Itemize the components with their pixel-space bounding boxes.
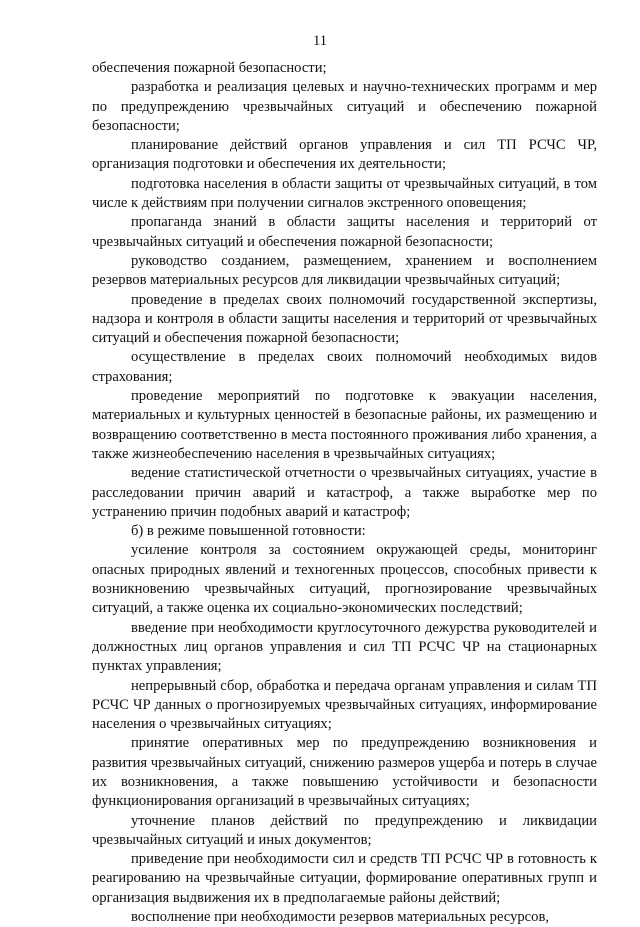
paragraph: б) в режиме повышенной готовности: <box>131 523 366 540</box>
paragraph: планирование действий органов управления и сил ТП РСЧС ЧР, организация подготовки и обеспечения их деятельности; <box>92 137 597 173</box>
paragraph: проведение мероприятий по подготовке к эвакуации населения, материальных и культурных ценностей в безопасные районы, их размещению и возвращению соответственно в места постоянного проживания либо хранения, а также жизнеобеспечению населения в чрезвычайных ситуациях; <box>92 388 597 462</box>
paragraph: принятие оперативных мер по предупреждению возникновения и развития чрезвычайных ситуаций, снижению размеров ущерба и потерь в случае их возникновения, а также повышению устойчивости и безопасности функционирования организаций в чрезвычайных ситуациях; <box>92 735 597 810</box>
paragraph: проведение в пределах своих полномочий государственной экспертизы, надзора и контроля в области защиты населения и территорий от чрезвычайных ситуаций и обеспечения пожарной безопасности; <box>92 291 597 347</box>
paragraph: непрерывный сбор, обработка и передача органам управления и силам ТП РСЧС ЧР данных о прогнозируемых чрезвычайных ситуациях, информирование населения о чрезвычайных ситуациях; <box>92 677 597 733</box>
paragraph: приведение при необходимости сил и средств ТП РСЧС ЧР в готовность к реагированию на чрезвычайные ситуации, формирование оперативных групп и организация выдвижения их в предполагаемые районы действий; <box>92 851 597 906</box>
paragraph: руководство созданием, размещением, хранением и восполнением резервов материальных ресурсов для ликвидации чрезвычайных ситуаций; <box>92 252 597 289</box>
paragraph: усиление контроля за состоянием окружающей среды, мониторинг опасных природных явлений и техногенных процессов, способных привести к возникновению чрезвычайных ситуаций, прогнозирование чрезвычайных ситуаций, а также оценка их социально-экономических последствий; <box>92 542 597 617</box>
document-body <box>92 59 597 927</box>
page-number: 11 <box>312 33 328 49</box>
paragraph: разработка и реализация целевых и научно-технических программ и мер по предупреждению чрезвычайных ситуаций и обеспечению пожарной безопасности; <box>92 79 597 134</box>
paragraph: обеспечения пожарной безопасности; <box>92 60 327 76</box>
paragraph: осуществление в пределах своих полномочий необходимых видов страхования; <box>92 349 597 385</box>
paragraph: ведение статистической отчетности о чрезвычайных ситуациях, участие в расследовании причин аварий и катастроф, а также выработке мер по устранению причин подобных аварий и катастроф; <box>92 465 597 520</box>
paragraph: введение при необходимости круглосуточного дежурства руководителей и должностных лиц органов управления и сил ТП РСЧС ЧР на стационарных пунктах управления; <box>92 619 597 675</box>
paragraph: пропаганда знаний в области защиты населения и территорий от чрезвычайных ситуаций и обеспечения пожарной безопасности; <box>92 214 597 250</box>
paragraph: уточнение планов действий по предупреждению и ликвидации чрезвычайных ситуаций и иных документов; <box>92 812 597 848</box>
paragraph: подготовка населения в области защиты от чрезвычайных ситуаций, в том числе к действиям при получении сигналов экстренного оповещения; <box>92 175 597 212</box>
paragraph: восполнение при необходимости резервов материальных ресурсов, <box>131 909 549 926</box>
